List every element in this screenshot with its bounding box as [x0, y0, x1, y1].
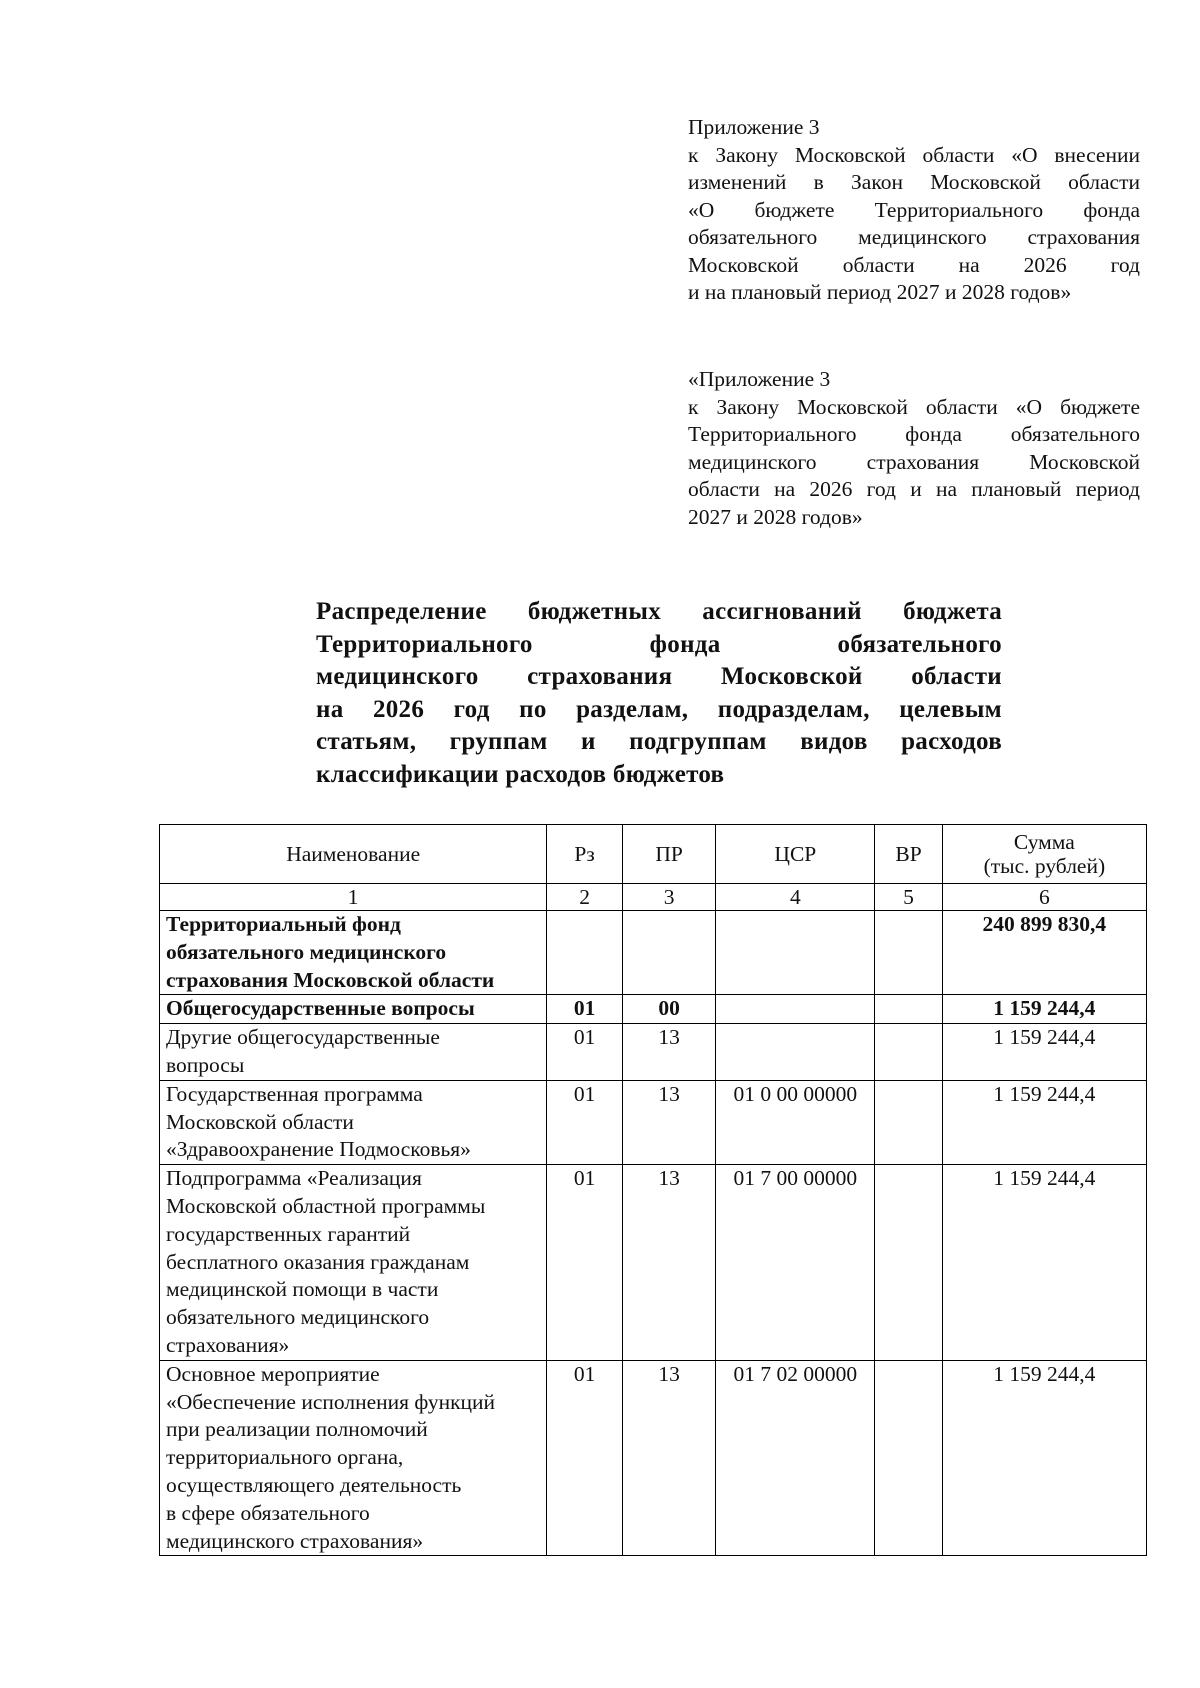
cell-csr: 01 7 00 00000 — [716, 1165, 875, 1361]
annex-header-line: к Закону Московской области «О внесении — [688, 142, 1140, 167]
table-header-row — [160, 825, 1147, 884]
title-line: Распределение бюджетных ассигнований бюджета — [316, 598, 1002, 625]
cell-csr — [716, 995, 875, 1024]
column-number: 3 — [622, 884, 716, 911]
header-sum: Сумма (тыс. рублей) — [942, 825, 1146, 884]
annex-quote — [688, 366, 1140, 531]
title-line: Территориального фонда обязательного — [316, 630, 1002, 658]
cell-sum: 1 159 244,4 — [942, 1080, 1146, 1164]
cell-name: Основное мероприятие «Обеспечение исполнения функций при реализации полномочий территориального органа, осуществляющего деятельность в сфере обязательного медицинского страхования» — [160, 1360, 547, 1556]
column-number: 5 — [875, 884, 942, 911]
cell-name: Другие общегосударственные вопросы — [160, 1024, 547, 1081]
cell-rz: 01 — [547, 1024, 622, 1081]
column-number-row — [160, 884, 1147, 911]
document-title — [316, 596, 1002, 791]
cell-csr — [716, 1024, 875, 1081]
cell-name: Общегосударственные вопросы — [160, 995, 547, 1024]
header-csr: ЦСР — [716, 825, 875, 884]
column-number: 4 — [716, 884, 875, 911]
cell-vr — [875, 995, 942, 1024]
title-line: медицинского страхования Московской области — [316, 663, 1002, 690]
annex-quote-line: области на 2026 год и на плановый период — [688, 477, 1140, 501]
annex-header-line: «О бюджете Территориального фонда — [688, 197, 1140, 222]
table-row — [160, 1360, 1147, 1556]
cell-name: Территориальный фонд обязательного медицинского страхования Московской области — [160, 911, 547, 995]
title-line: классификации расходов бюджетов — [316, 760, 725, 788]
annex-quote-line: Территориального фонда обязательного — [688, 422, 1140, 446]
table-row — [160, 995, 1147, 1024]
annex-quote-line: к Закону Московской области «О бюджете — [688, 394, 1140, 419]
cell-sum: 240 899 830,4 — [942, 911, 1146, 995]
table-row — [160, 1165, 1147, 1361]
table-row — [160, 911, 1147, 995]
cell-pr: 13 — [622, 1165, 716, 1361]
cell-csr — [716, 911, 875, 995]
column-number: 1 — [160, 884, 547, 911]
cell-vr — [875, 1165, 942, 1361]
cell-rz: 01 — [547, 1360, 622, 1556]
cell-pr: 13 — [622, 1080, 716, 1164]
cell-name: Подпрограмма «Реализация Московской областной программы государственных гарантий бесплатного оказания гражданам медицинской помощи в части обязательного медицинского страхования» — [160, 1165, 547, 1361]
cell-name: Государственная программа Московской области «Здравоохранение Подмосковья» — [160, 1080, 547, 1164]
cell-vr — [875, 1360, 942, 1556]
cell-pr: 13 — [622, 1360, 716, 1556]
cell-pr: 00 — [622, 995, 716, 1024]
annex-header-line: изменений в Закон Московской области — [688, 170, 1140, 194]
cell-rz: 01 — [547, 1080, 622, 1164]
table-row — [160, 1024, 1147, 1081]
annex-quote-line: «Приложение 3 — [688, 367, 831, 391]
cell-sum: 1 159 244,4 — [942, 995, 1146, 1024]
column-number: 6 — [942, 884, 1146, 911]
header-name: Наименование — [160, 825, 547, 884]
cell-pr: 13 — [622, 1024, 716, 1081]
cell-rz — [547, 911, 622, 995]
cell-sum: 1 159 244,4 — [942, 1024, 1146, 1081]
cell-pr — [622, 911, 716, 995]
cell-rz: 01 — [547, 995, 622, 1024]
annex-header-line: Приложение 3 — [688, 115, 820, 139]
header-pr: ПР — [622, 825, 716, 884]
header-vr: ВР — [875, 825, 942, 884]
column-number: 2 — [547, 884, 622, 911]
title-line: статьям, группам и подгруппам видов расходов — [316, 728, 1002, 755]
cell-vr — [875, 1080, 942, 1164]
cell-vr — [875, 1024, 942, 1081]
annex-quote-line: 2027 и 2028 годов» — [688, 504, 863, 529]
title-line: на 2026 год по разделам, подразделам, целевым — [316, 695, 1002, 723]
annex-header-line: Московской области на 2026 год — [688, 252, 1140, 277]
cell-vr — [875, 911, 942, 995]
annex-header-line: обязательного медицинского страхования — [688, 225, 1140, 249]
cell-csr: 01 7 02 00000 — [716, 1360, 875, 1556]
annex-quote-line: медицинского страхования Московской — [688, 449, 1140, 474]
table-row — [160, 1080, 1147, 1164]
annex-header-line: и на плановый период 2027 и 2028 годов» — [688, 280, 1072, 304]
cell-sum: 1 159 244,4 — [942, 1165, 1146, 1361]
cell-sum: 1 159 244,4 — [942, 1360, 1146, 1556]
cell-rz: 01 — [547, 1165, 622, 1361]
header-rz: Рз — [547, 825, 622, 884]
annex-header — [688, 114, 1140, 307]
cell-csr: 01 0 00 00000 — [716, 1080, 875, 1164]
budget-table — [159, 824, 1147, 1556]
